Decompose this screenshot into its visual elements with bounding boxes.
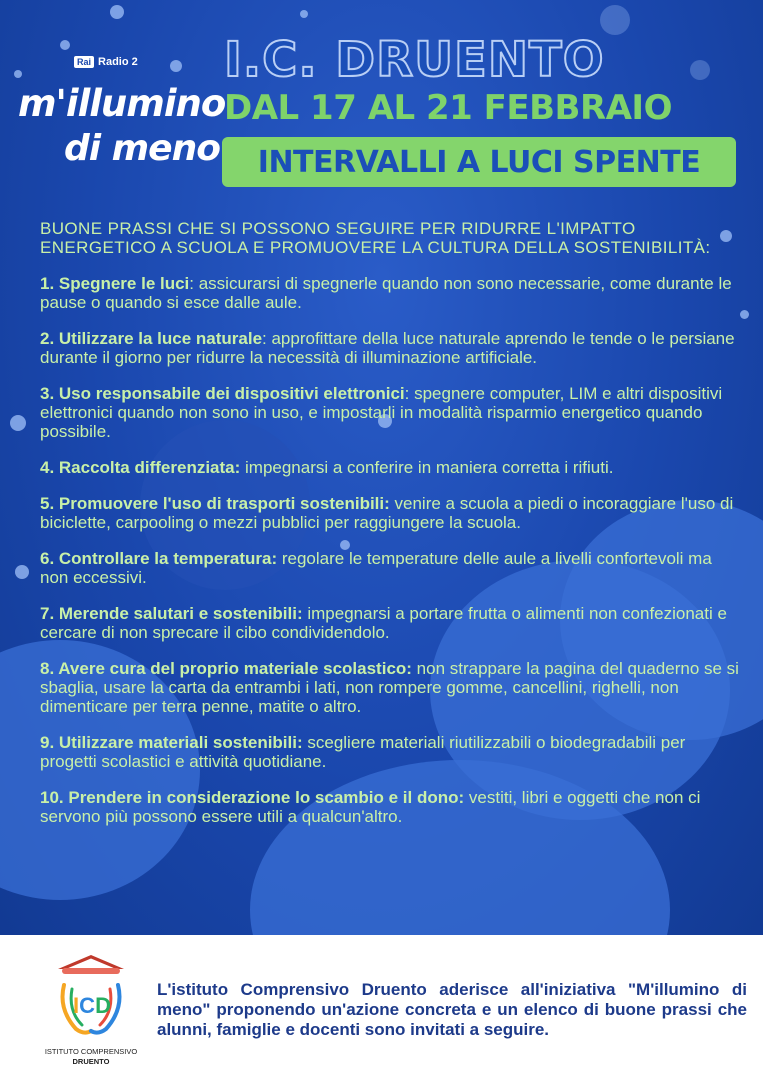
- logo-letter-i: I: [73, 993, 80, 1018]
- list-item: [40, 274, 740, 312]
- rai-mark: Rai: [74, 56, 94, 68]
- millumino-logo: [12, 56, 226, 176]
- background-bubble: [600, 5, 630, 35]
- list-item: [40, 384, 740, 441]
- background-bubble: [60, 40, 70, 50]
- logo-letter-c: C: [79, 993, 96, 1018]
- item-text: regolare le temperature delle aule a livelli confortevoli ma non eccessivi.: [40, 549, 712, 587]
- rai-radio2-logo: [74, 56, 138, 68]
- footer-text: L'istituto Comprensivo Druento aderisce all'iniziativa "M'illumino di meno" proponendo un'azione concreta e un elenco di buone prassi che alunni, famiglie e docenti sono invitati a seguire.: [157, 980, 747, 1039]
- footer: [0, 935, 763, 1080]
- item-text: impegnarsi a portare frutta o alimenti non confezionati e cercare di non sprecare il cibo condividendolo.: [40, 604, 727, 642]
- intro-text: BUONE PRASSI CHE SI POSSONO SEGUIRE PER RIDURRE L'IMPATTO ENERGETICO A SCUOLA E PROMUOVERE LA CULTURA DELLA SOSTENIBILITÀ:: [40, 219, 711, 257]
- item-text: scegliere materiali riutilizzabili o biodegradabili per progetti scolastici e attività quotidiane.: [40, 733, 686, 771]
- item-text: venire a scuola a piedi o incoraggiare l'uso di biciclette, carpooling o mezzi pubblici per raggiungere la scuola.: [40, 494, 734, 532]
- item-text: : approfittare della luce naturale aprendo le tende o le persiane durante il giorno per ridurre la necessità di illuminazione artificiale.: [40, 329, 735, 367]
- item-title: 9. Utilizzare materiali sostenibili:: [40, 733, 303, 752]
- item-text: impegnarsi a conferire in maniera corretta i rifiuti.: [240, 458, 614, 477]
- item-title: 2. Utilizzare la luce naturale: [40, 329, 263, 348]
- logo-letter-d: D: [95, 993, 111, 1018]
- list-item: [40, 604, 740, 642]
- list-item: [40, 549, 740, 587]
- background-bubble: [690, 60, 710, 80]
- school-logo-caption-name: DRUENTO: [72, 1057, 110, 1066]
- background-bubble: [110, 5, 124, 19]
- background-bubble: [740, 310, 749, 319]
- item-text: : assicurarsi di spegnerle quando non sono necessarie, come durante le pause o quando si esce dalle aule.: [40, 274, 732, 312]
- event-banner-text: INTERVALLI A LUCI SPENTE: [257, 144, 701, 180]
- item-title: 7. Merende salutari e sostenibili:: [40, 604, 303, 623]
- rai-channel: Radio 2: [98, 56, 138, 68]
- event-banner: [222, 137, 736, 187]
- list-item: [40, 494, 740, 532]
- logo-line2: di meno: [64, 128, 220, 169]
- school-logo-caption: ISTITUTO COMPRENSIVO: [44, 1047, 138, 1056]
- item-title: 4. Raccolta differenziata:: [40, 458, 241, 477]
- item-text: non strappare la pagina del quaderno se si sbaglia, usare la carta da entrambi i lati, non rompere gomme, cancellini, righelli, non dimenticare per terra penne, matite o altro.: [40, 659, 739, 716]
- list-item: [40, 329, 740, 367]
- school-logo: [38, 951, 144, 1071]
- item-title: 5. Promuovere l'uso di trasporti sostenibili:: [40, 494, 390, 513]
- roof-icon: [58, 955, 124, 969]
- background-bubble: [300, 10, 308, 18]
- item-title: 10. Prendere in considerazione lo scambio e il dono:: [40, 788, 465, 807]
- item-title: 6. Controllare la temperatura:: [40, 549, 278, 568]
- item-text: : spegnere computer, LIM e altri dispositivi elettronici quando non sono in uso, e impostarli in modalità risparmio energetico quando possibile.: [40, 384, 723, 441]
- item-text: vestiti, libri e oggetti che non ci servono più possono essere utili a qualcun'altro.: [40, 788, 701, 826]
- list-item: [40, 458, 740, 477]
- item-title: 1. Spegnere le luci: [40, 274, 190, 293]
- school-title: I.C. DRUENTO: [224, 32, 605, 88]
- book-icon: [62, 968, 120, 974]
- school-logo-letters: [60, 993, 124, 1019]
- item-title: 3. Uso responsabile dei dispositivi elettronici: [40, 384, 405, 403]
- item-title: 8. Avere cura del proprio materiale scolastico:: [40, 659, 412, 678]
- list-item: [40, 733, 740, 771]
- list-item: [40, 788, 740, 826]
- background-bubble: [15, 565, 29, 579]
- practices-list: [40, 219, 740, 843]
- list-item: [40, 659, 740, 716]
- event-dates: DAL 17 AL 21 FEBBRAIO: [224, 88, 672, 128]
- background-bubble: [10, 415, 26, 431]
- logo-line1: m'illumino: [18, 82, 226, 125]
